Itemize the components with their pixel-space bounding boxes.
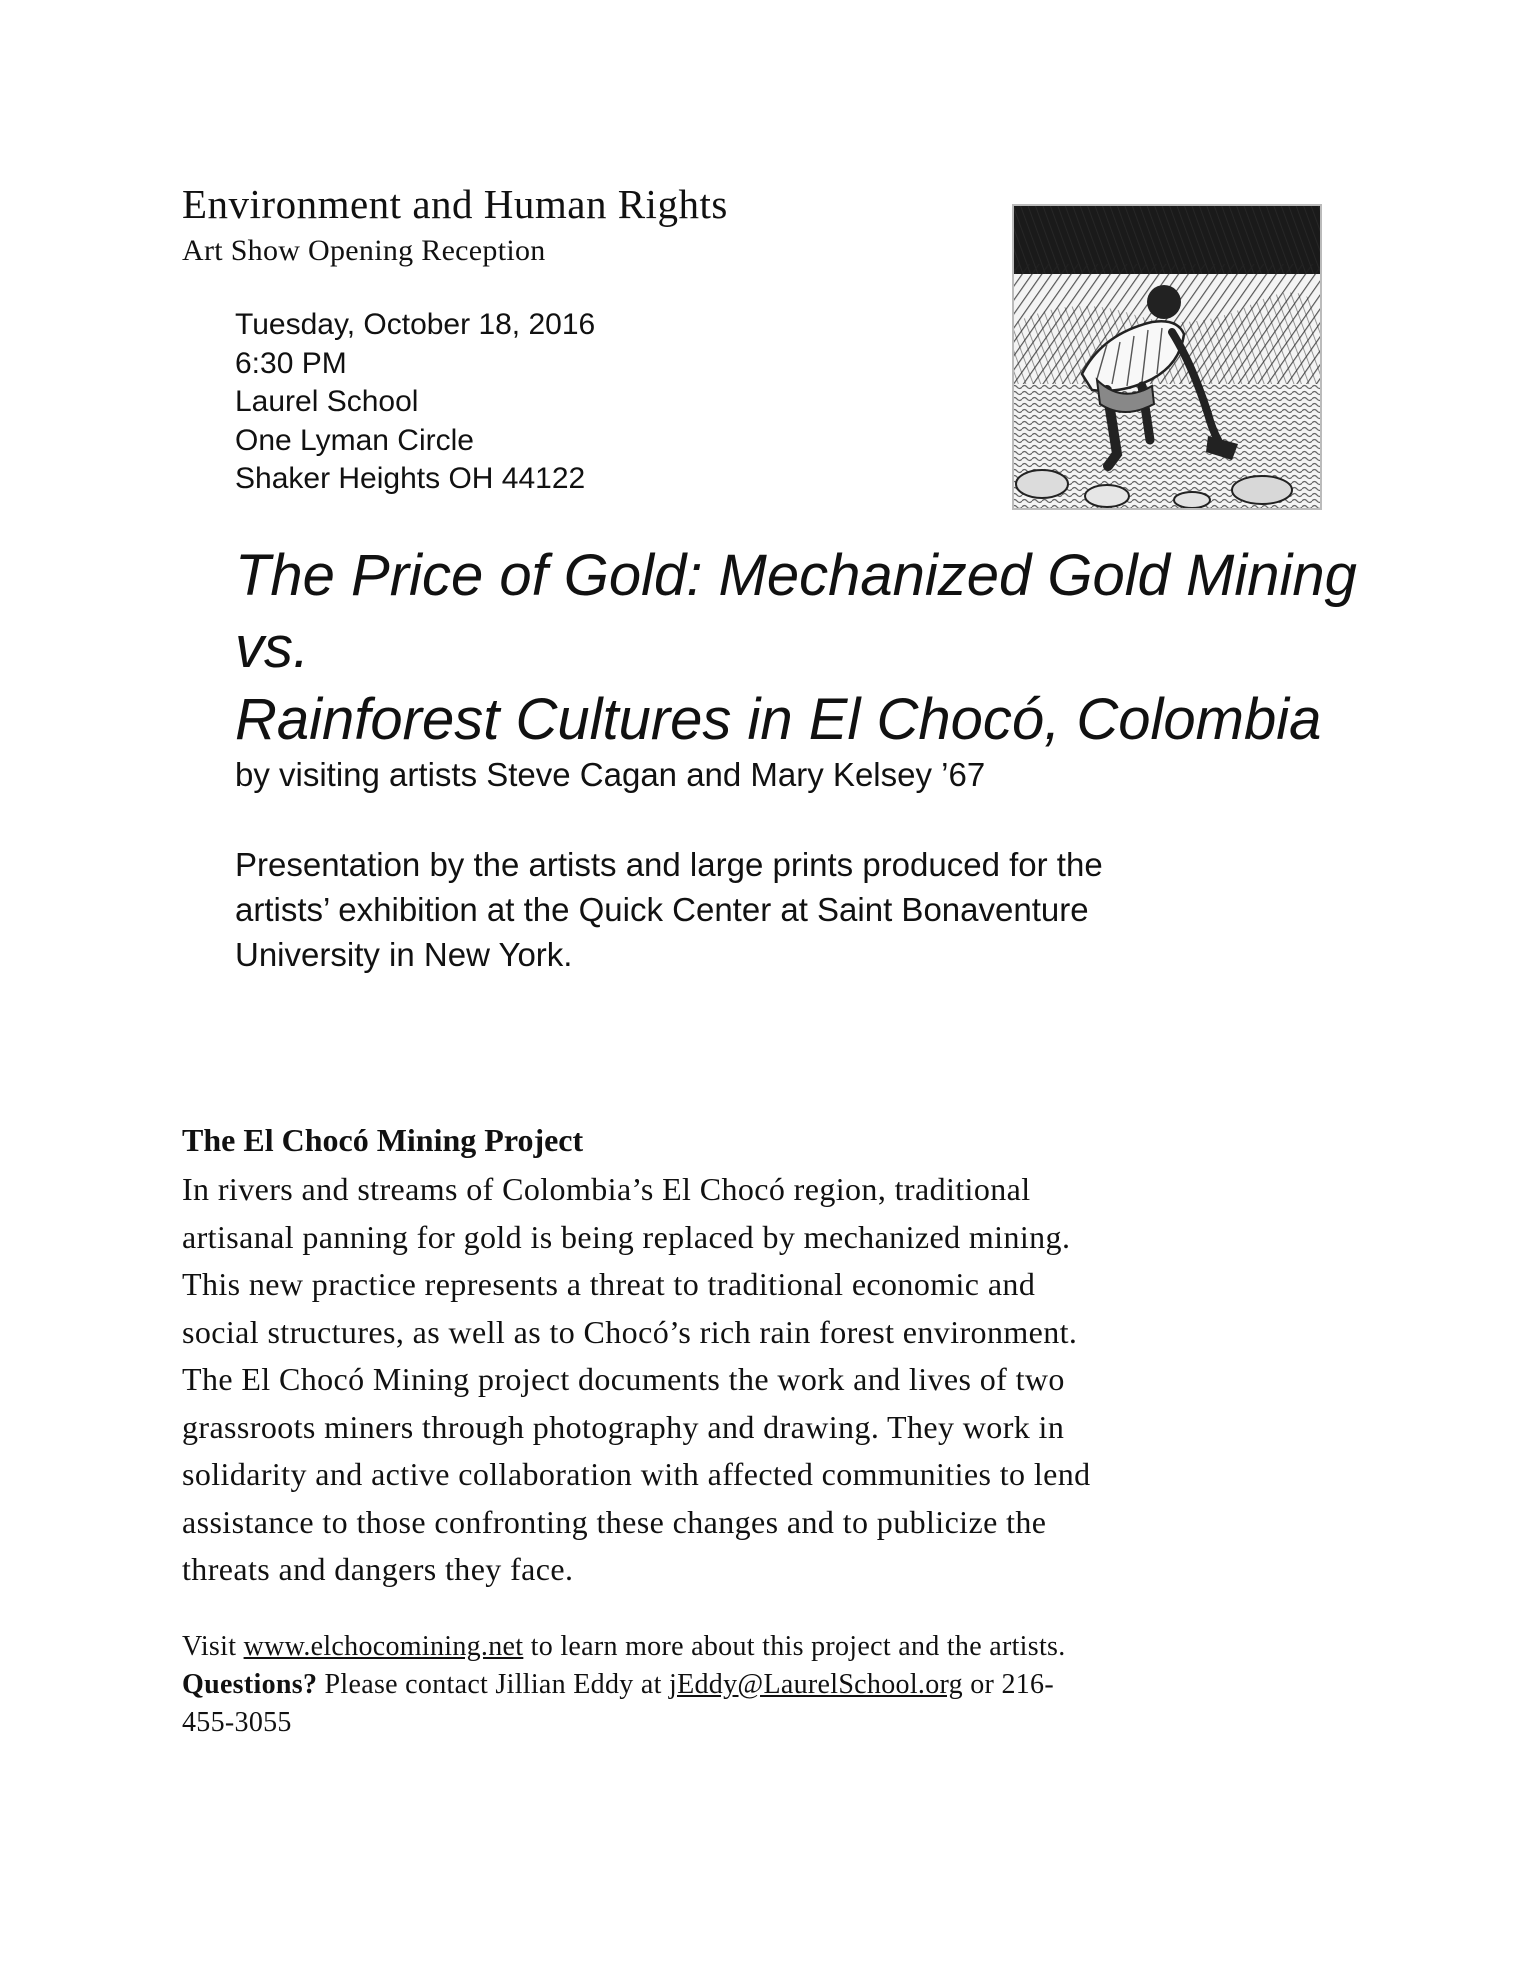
event-venue: Laurel School — [235, 385, 419, 418]
questions-label: Questions? — [182, 1669, 318, 1700]
show-title-line-1: The Price of Gold: Mechanized Gold Mining — [235, 543, 1357, 608]
event-city: Shaker Heights OH 44122 — [235, 462, 586, 495]
visit-prefix: Visit — [182, 1631, 244, 1662]
project-line: This new practice represents a threat to traditional economic and — [182, 1266, 1036, 1302]
event-street: One Lyman Circle — [235, 423, 474, 457]
presentation-line-1: Presentation by the artists and large prints produced for the — [235, 846, 1103, 883]
presentation-description — [235, 842, 1335, 977]
project-line: social structures, as well as to Chocó’s rich rain forest environment. — [182, 1313, 1078, 1350]
show-title-line-2: vs. — [235, 615, 310, 680]
project-line: threats and dangers they face. — [182, 1551, 574, 1587]
project-heading: The El Chocó Mining Project — [182, 1122, 584, 1158]
event-subtitle: Art Show Opening Reception — [182, 234, 546, 267]
project-description — [182, 1166, 1091, 1594]
phone-line: 455-3055 — [182, 1707, 292, 1738]
website-link[interactable]: www.elchocomining.net — [243, 1631, 524, 1662]
phone-part-1: or 216- — [962, 1669, 1054, 1700]
project-line: solidarity and active collaboration with affected communities to lend — [182, 1456, 1091, 1492]
project-line: In rivers and streams of Colombia’s El Chocó region, traditional — [182, 1171, 1031, 1207]
contact-text: Please contact Jillian Eddy at — [317, 1669, 669, 1700]
visit-line — [182, 1628, 1066, 1666]
event-details — [235, 306, 595, 499]
contact-line — [182, 1666, 1066, 1704]
presentation-line-2: artists’ exhibition at the Quick Center at Saint Bonaventure — [235, 891, 1089, 928]
woodcut-miner-illustration — [1012, 204, 1322, 510]
contact-footer — [182, 1628, 1066, 1742]
show-title-line-3: Rainforest Cultures in El Chocó, Colombia — [235, 687, 1322, 752]
project-line: artisanal panning for gold is being replaced by mechanized mining. — [182, 1218, 1071, 1255]
project-line: grassroots miners through photography and drawing. They work in — [182, 1408, 1065, 1445]
event-time: 6:30 PM — [235, 346, 347, 380]
show-title — [235, 540, 1385, 756]
project-line: The El Chocó Mining project documents the work and lives of two — [182, 1361, 1065, 1397]
event-date: Tuesday, October 18, 2016 — [235, 308, 596, 341]
visit-suffix: to learn more about this project and the artists. — [523, 1631, 1066, 1662]
email-link[interactable]: jEddy@LaurelSchool.org — [668, 1669, 963, 1700]
presentation-line-3: University in New York. — [235, 936, 573, 973]
event-title: Environment and Human Rights — [182, 181, 728, 227]
artist-byline: by visiting artists Steve Cagan and Mary Kelsey ’67 — [235, 756, 986, 793]
project-line: assistance to those confronting these changes and to publicize the — [182, 1503, 1047, 1540]
